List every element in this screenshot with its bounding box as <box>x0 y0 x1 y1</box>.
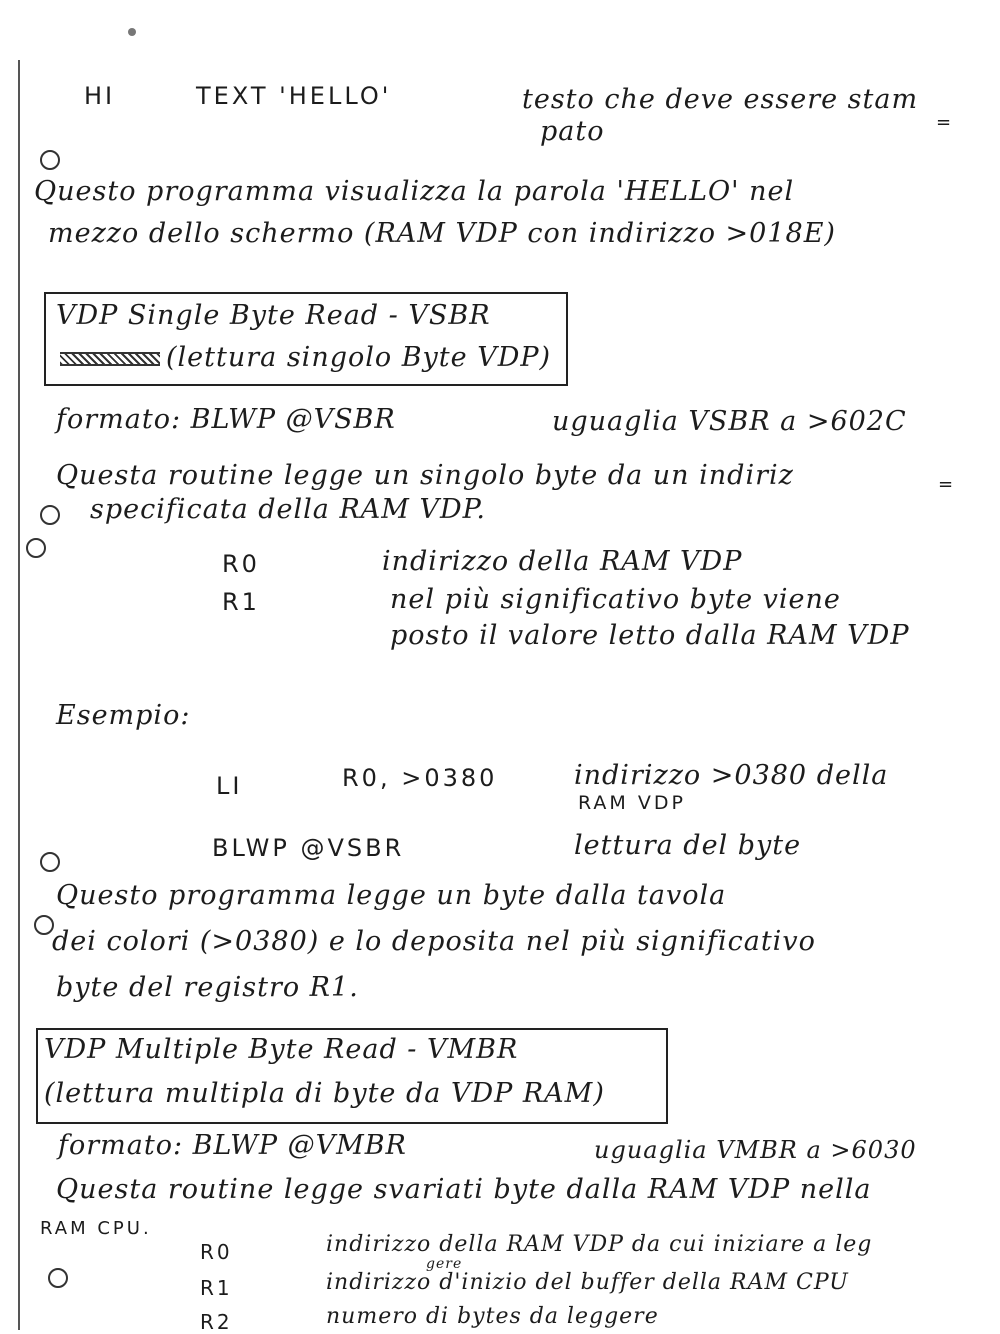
code-args: R0, >0380 <box>342 764 498 792</box>
format-equate: uguaglia VMBR a >6030 <box>594 1136 917 1164</box>
paragraph-line: RAM CPU. <box>40 1218 152 1239</box>
register-label: R0 <box>222 550 260 578</box>
paragraph-line: Questa routine legge svariati byte dalla RAM VDP nella <box>56 1174 872 1205</box>
paragraph-line: mezzo dello schermo (RAM VDP con indirizzo >018E) <box>48 218 836 249</box>
section-title: VDP Single Byte Read - VSBR <box>56 300 491 331</box>
code-comment: lettura del byte <box>574 830 802 861</box>
punch-hole-icon <box>34 915 54 935</box>
section-title: VDP Multiple Byte Read - VMBR <box>44 1034 519 1065</box>
code-op: BLWP @VSBR <box>212 834 405 862</box>
code-label: HI <box>84 82 116 110</box>
ink-dot <box>128 28 136 36</box>
register-label: R1 <box>222 588 260 616</box>
punch-hole-icon <box>40 505 60 525</box>
register-desc: numero di bytes da leggere <box>326 1304 659 1329</box>
paragraph-line: Questo programma legge un byte dalla tavola <box>56 880 727 911</box>
margin-line <box>18 60 20 1330</box>
register-desc: indirizzo della RAM VDP <box>382 546 743 577</box>
register-label: R1 <box>200 1276 233 1300</box>
punch-hole-icon <box>48 1268 68 1288</box>
code-instruction: TEXT 'HELLO' <box>196 82 392 110</box>
punch-hole-icon <box>26 538 46 558</box>
format-equate: uguaglia VSBR a >602C <box>552 406 907 437</box>
equals-mark: = <box>936 112 952 133</box>
scribbled-out-word <box>60 352 160 366</box>
code-comment-cont: pato <box>540 116 605 147</box>
section-subtitle: (lettura multipla di byte da VDP RAM) <box>44 1078 605 1109</box>
example-heading: Esempio: <box>56 700 191 731</box>
paragraph-line: Questa routine legge un singolo byte da un indiriz <box>56 460 794 491</box>
code-comment: RAM VDP <box>578 792 686 814</box>
paragraph-line: specificata della RAM VDP. <box>90 494 486 525</box>
code-op: LI <box>216 772 243 800</box>
register-label: R0 <box>200 1240 233 1264</box>
equals-mark: = <box>938 474 954 495</box>
format-line: formato: BLWP @VMBR <box>58 1130 407 1161</box>
register-label: R2 <box>200 1310 233 1334</box>
punch-hole-icon <box>40 852 60 872</box>
register-desc: indirizzo d'inizio del buffer della RAM CPU <box>326 1270 849 1295</box>
paragraph-line: dei colori (>0380) e lo deposita nel più significativo <box>52 926 816 957</box>
paragraph-line: byte del registro R1. <box>56 972 359 1003</box>
format-line: formato: BLWP @VSBR <box>56 404 396 435</box>
register-desc: indirizzo della RAM VDP da cui iniziare a leg <box>326 1232 873 1257</box>
section-subtitle: (lettura singolo Byte VDP) <box>166 342 552 373</box>
register-desc: nel più significativo byte viene <box>390 584 841 615</box>
register-desc: posto il valore letto dalla RAM VDP <box>390 620 910 651</box>
code-comment: testo che deve essere stam <box>522 84 919 115</box>
punch-hole-icon <box>40 150 60 170</box>
paragraph-line: Questo programma visualizza la parola 'HELLO' nel <box>34 176 795 207</box>
code-comment: indirizzo >0380 della <box>574 760 889 791</box>
register-desc: gere <box>426 1256 463 1272</box>
